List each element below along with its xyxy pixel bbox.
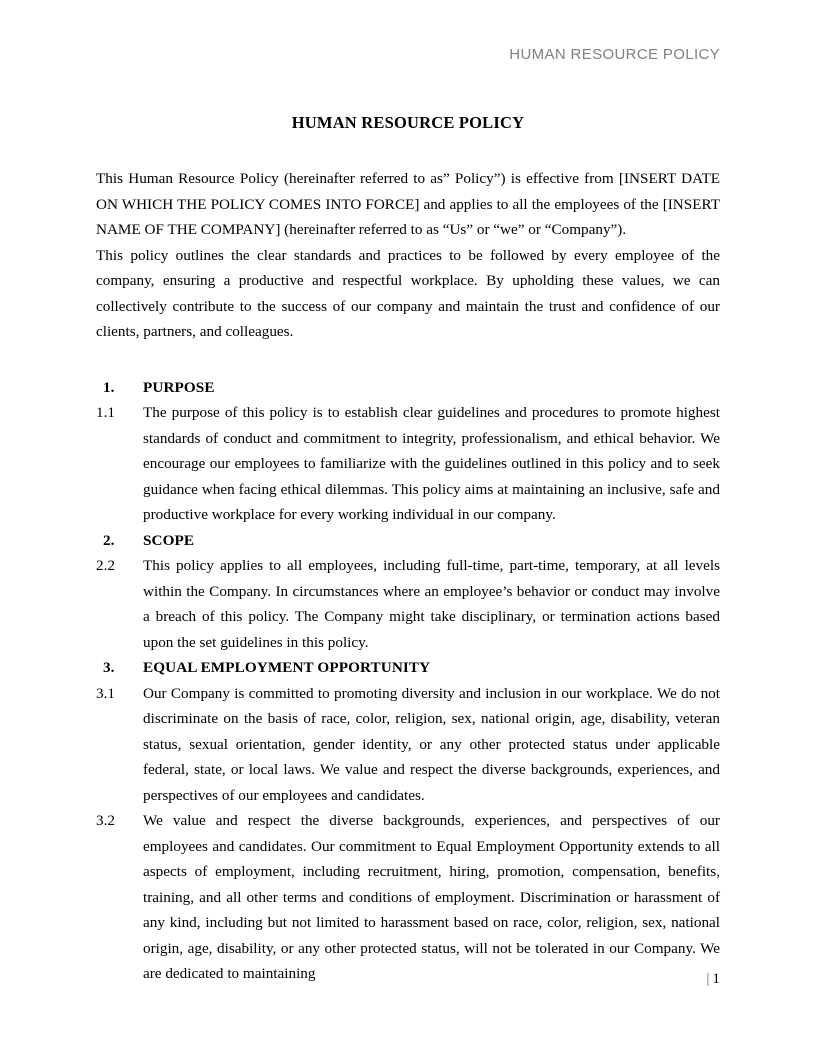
clause-text: This policy applies to all employees, including full-time, part-time, temporary, at all levels within the Company. In circumstances where an employee’s behavior or conduct may involve a breach of this policy. The Company might take disciplinary, or termination actions based upon the set guidelines in this policy. bbox=[143, 557, 720, 651]
section-number: 1. bbox=[103, 378, 115, 396]
clause-1-1 bbox=[96, 400, 720, 528]
footer-separator: | bbox=[706, 970, 710, 987]
clause-text: The purpose of this policy is to establish clear guidelines and procedures to promote highest standards of conduct and commitment to integrity, professionalism, and ethical behavior. We encourage our employees to familiarize with the guidelines outlined in this policy and to seek guidance when facing ethical dilemmas. This policy aims at maintaining an inclusive, safe and productive workplace for every working individual in our company. bbox=[143, 404, 720, 524]
clause-2-2 bbox=[96, 553, 720, 655]
page-number: 1 bbox=[712, 970, 720, 987]
section-title: PURPOSE bbox=[143, 378, 215, 396]
intro-paragraph-1: This Human Resource Policy (hereinafter referred to as” Policy”) is effective from [INSERT DATE ON WHICH THE POLICY COMES INTO FORCE] and applies to all the employees of the [INSERT NAME OF THE COMPANY] (hereinafter referred to as “Us” or “we” or “Company”). bbox=[96, 170, 720, 239]
section-heading-scope bbox=[96, 528, 720, 554]
intro-paragraph-2: This policy outlines the clear standards and practices to be followed by every employee of the company, ensuring a productive and respectful workplace. By upholding these values, we can collectively contribute to the success of our company and maintain the trust and confidence of our clients, partners, and colleagues. bbox=[96, 246, 720, 341]
clause-number: 1.1 bbox=[96, 404, 115, 422]
section-number: 3. bbox=[103, 659, 115, 677]
intro-block bbox=[96, 166, 720, 345]
page-title: HUMAN RESOURCE POLICY bbox=[291, 113, 525, 132]
running-header bbox=[96, 46, 720, 64]
clause-number: 3.2 bbox=[96, 812, 115, 830]
section-title: SCOPE bbox=[143, 531, 195, 549]
section-heading-equal-employment-opportunity bbox=[96, 655, 720, 681]
running-header-title: HUMAN RESOURCE POLICY bbox=[509, 46, 720, 63]
document-body bbox=[96, 112, 720, 987]
page-footer bbox=[96, 970, 720, 988]
section-number: 2. bbox=[103, 531, 115, 549]
clause-number: 2.2 bbox=[96, 557, 115, 575]
section-heading-purpose bbox=[96, 375, 720, 401]
clause-text: We value and respect the diverse backgrounds, experiences, and perspectives of our employees and candidates. Our commitment to Equal Employment Opportunity extends to all aspects of employment, including recruitment, hiring, promotion, compensation, benefits, training, and all other terms and conditions of employment. Discrimination or harassment of any kind, including but not limited to harassment based on race, color, religion, sex, national origin, age, disability, or any other protected status, will not be tolerated in our Company. We are dedicated to maintaining bbox=[143, 812, 720, 983]
clause-number: 3.1 bbox=[96, 684, 115, 702]
clause-3-1 bbox=[96, 681, 720, 809]
clause-3-2 bbox=[96, 808, 720, 987]
section-title: EQUAL EMPLOYMENT OPPORTUNITY bbox=[143, 659, 431, 677]
clause-text: Our Company is committed to promoting diversity and inclusion in our workplace. We do not discriminate on the basis of race, color, religion, sex, national origin, age, disability, veteran status, sexual orientation, gender identity, or any other protected status under applicable federal, state, or local laws. We value and respect the diverse backgrounds, experiences, and perspectives of our employees and candidates. bbox=[143, 684, 720, 804]
